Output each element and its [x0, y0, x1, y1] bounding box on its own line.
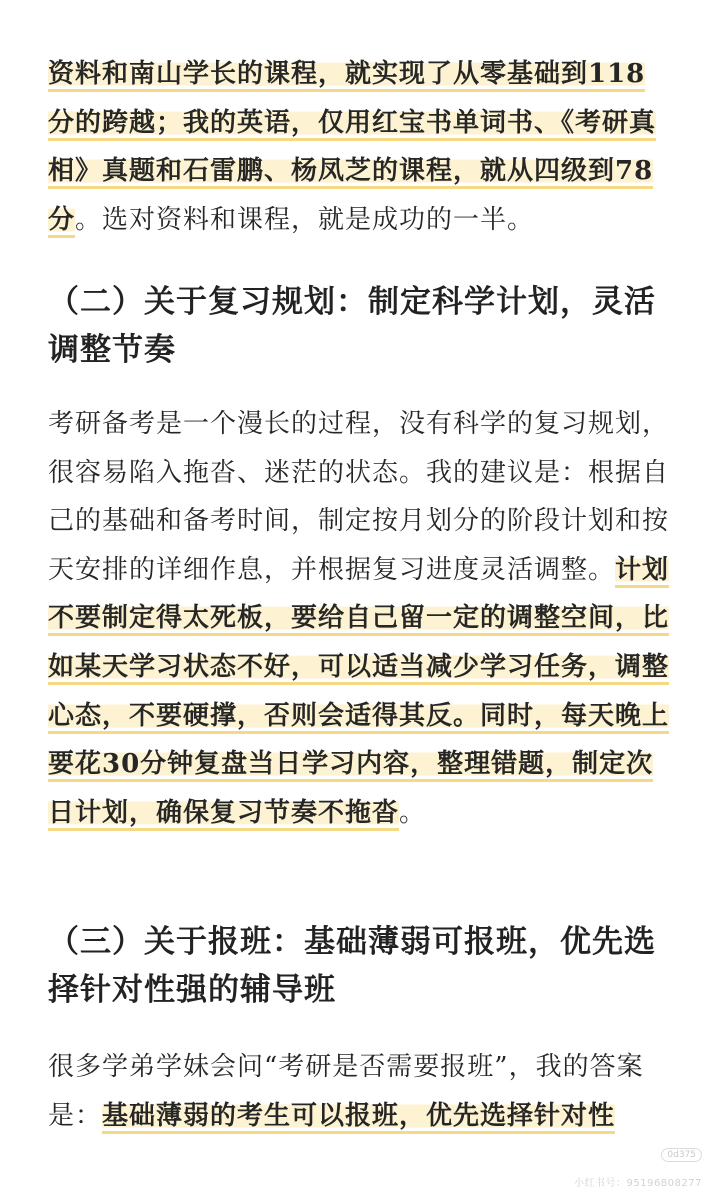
section-heading-tutoring: （三）关于报班：基础薄弱可报班，优先选择针对性强的辅导班 [48, 924, 656, 1008]
highlighted-text: 基础薄弱的考生可以报班，优先选择针对性 [102, 1101, 615, 1134]
watermark-account-id: 小红书号：95196808277 [574, 1178, 702, 1189]
plain-text: 。选对资料和课程，就是成功的一半。 [75, 204, 535, 235]
paragraph-review-plan [48, 400, 672, 837]
section-heading-review-plan: （二）关于复习规划：制定科学计划，灵活调整节奏 [48, 284, 656, 368]
paragraph-materials [48, 50, 672, 244]
plain-text: 很多学弟学妹会问“考研是否需要报班”，我的答案是： [48, 1052, 644, 1131]
plain-text: 考研备考是一个漫长的过程，没有科学的复习规划，很容易陷入拖沓、迷茫的状态。我的建议是：根据自己的基础和备考时间，制定按月划分的阶段计划和按天安排的详细作息，并根据复习进度灵活调整。 [48, 409, 670, 585]
highlighted-text: 计划不要制定得太死板，要给自己留一定的调整空间，比如某天学习状态不好，可以适当减少学习任务，调整心态，不要硬撑，否则会适得其反。同时，每天晚上要花30分钟复盘当日学习内容，整理错题，制定次日计划，确保复习节奏不拖沓 [48, 555, 669, 831]
watermark-badge: 0d375 [661, 1148, 702, 1162]
paragraph-tutoring [48, 1043, 672, 1140]
plain-text: 。 [399, 797, 427, 828]
highlighted-text: 资料和南山学长的课程，就实现了从零基础到118分的跨越；我的英语，仅用红宝书单词书、《考研真相》真题和石雷鹏、杨凤芝的课程，就从四级到78分 [48, 59, 656, 238]
